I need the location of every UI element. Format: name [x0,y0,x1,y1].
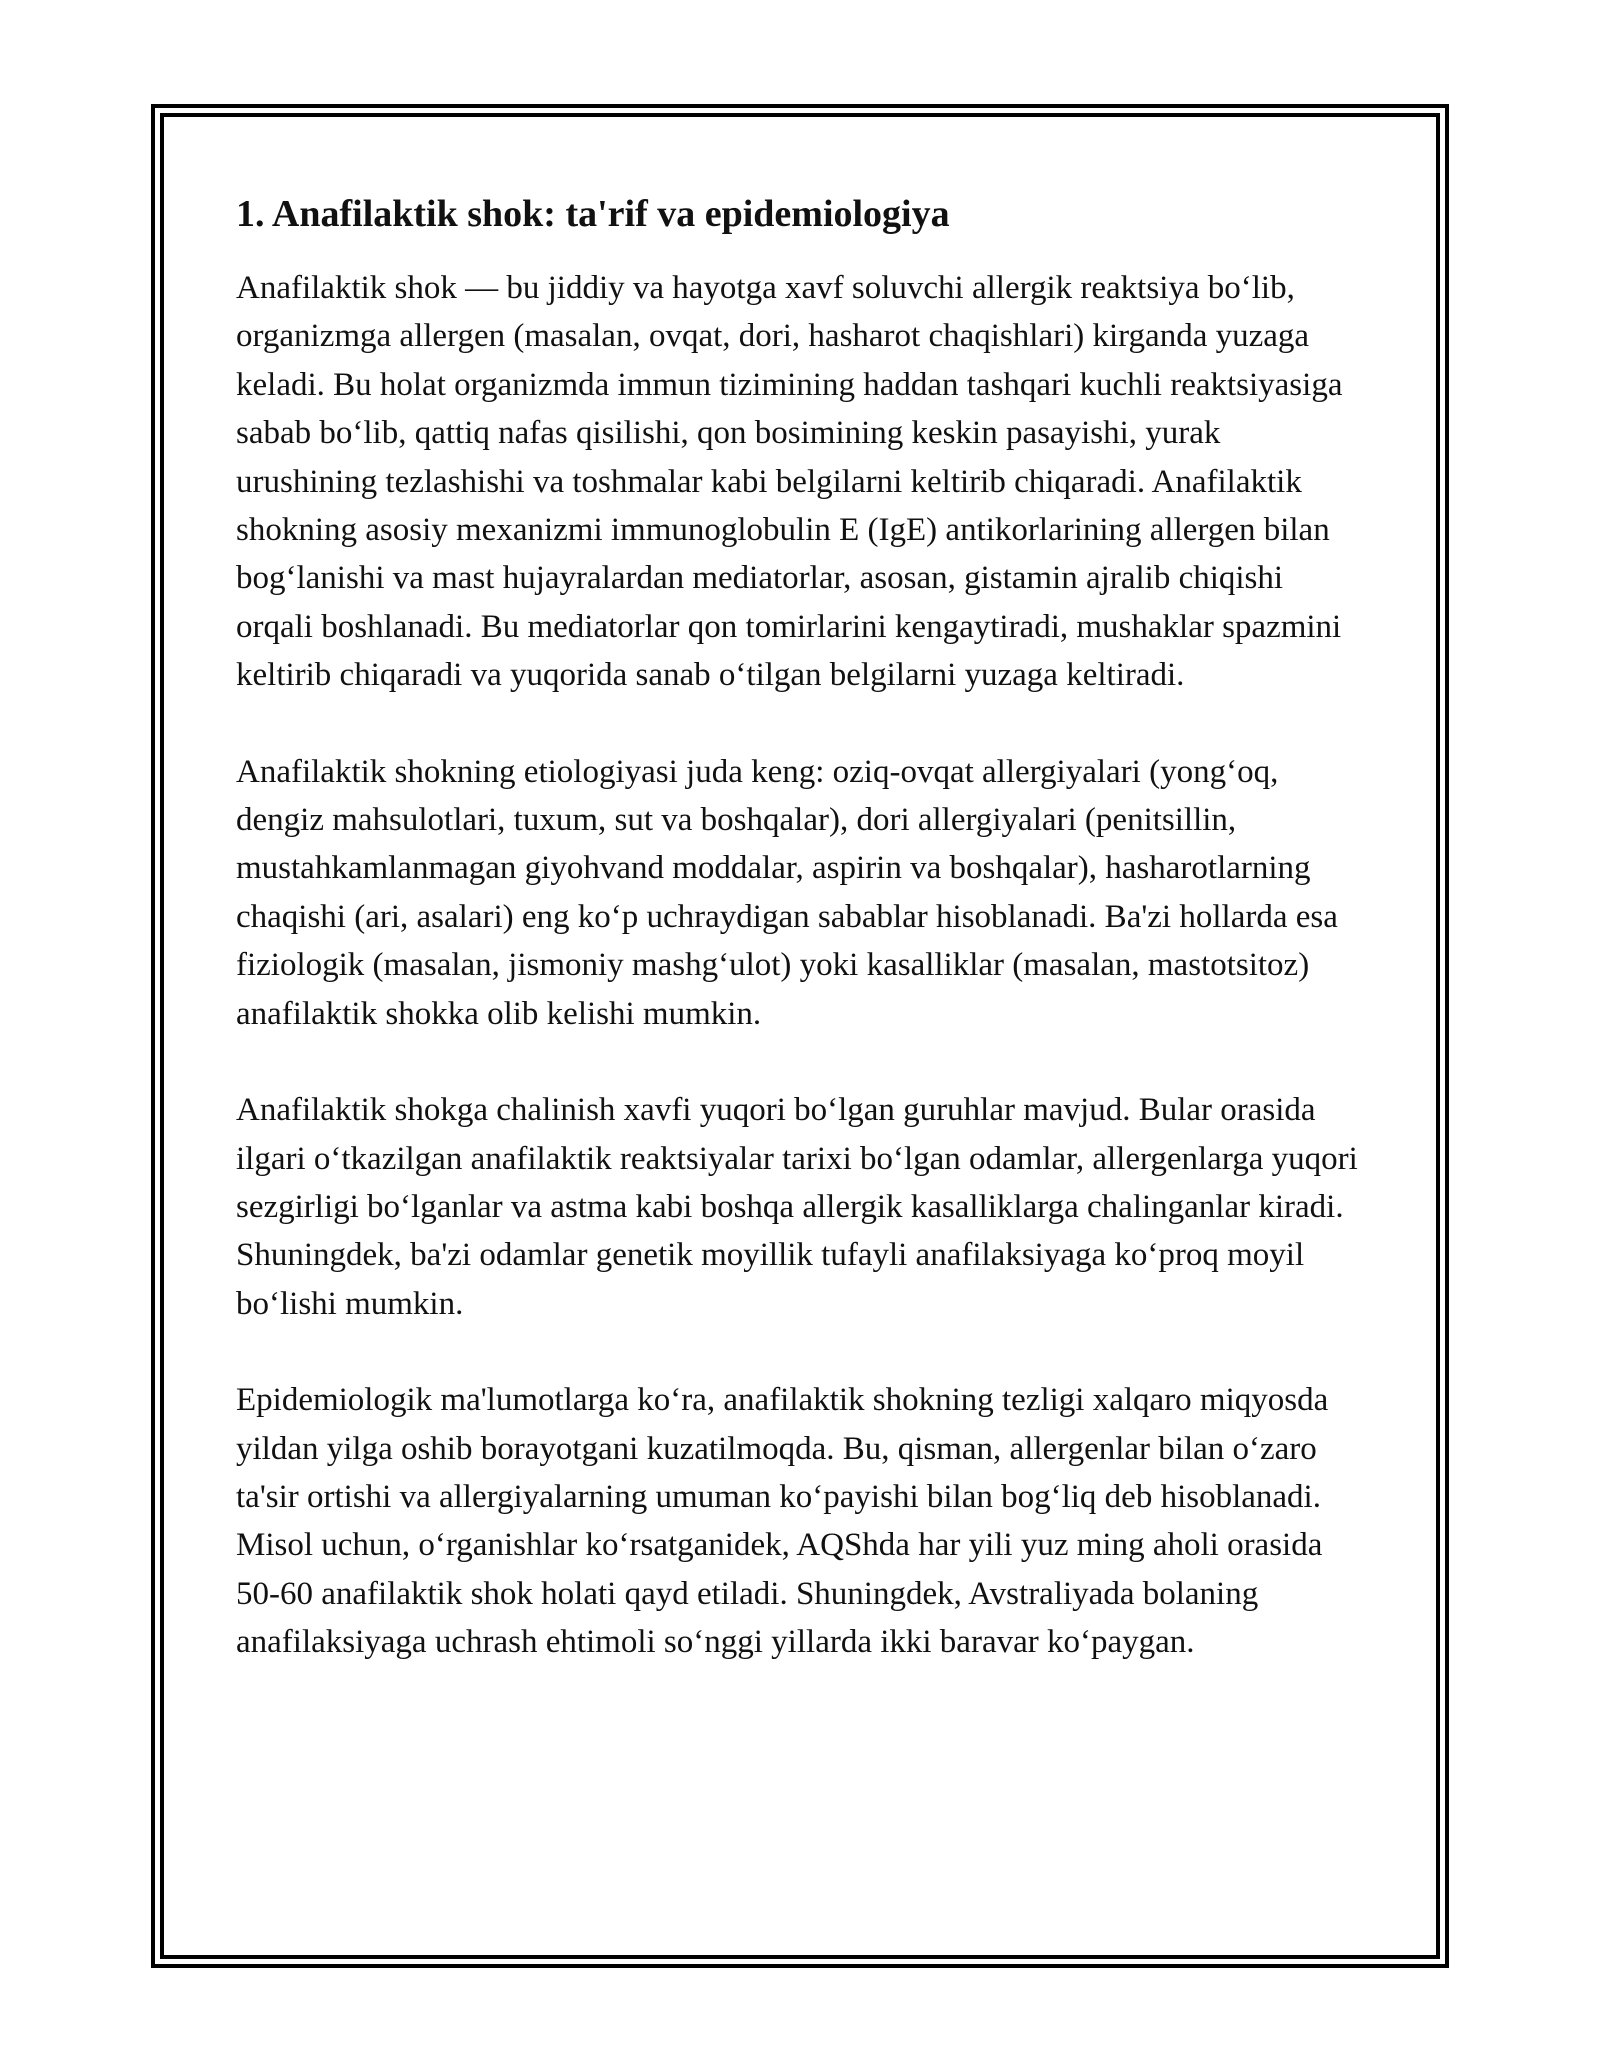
document-body [236,186,1361,1667]
paragraph-definition: Anafilaktik shok — bu jiddiy va hayotga xavf soluvchi allergik reaktsiya bo‘lib, organizmga allergen (masalan, ovqat, dori, hasharot chaqishlari) kirganda yuzaga keladi. Bu holat organizmda immun tizimining haddan tashqari kuchli reaktsiyasiga sabab bo‘lib, qattiq nafas qisilishi, qon bosimining keskin pasayishi, yurak urushining tezlashishi va toshmalar kabi belgilarni keltirib chiqaradi. Anafilaktik shokning asosiy mexanizmi immunoglobulin E (IgE) antikorlarining allergen bilan bog‘lanishi va mast hujayralardan mediatorlar, asosan, gistamin ajralib chiqishi orqali boshlanadi. Bu mediatorlar qon tomirlarini kengaytiradi, mushaklar spazmini keltirib chiqaradi va yuqorida sanab o‘tilgan belgilarni yuzaga keltiradi. [236,270,1343,694]
paragraph-etiology: Anafilaktik shokning etiologiyasi juda keng: oziq-ovqat allergiyalari (yong‘oq, dengiz mahsulotlari, tuxum, sut va boshqalar), dori allergiyalari (penitsillin, mustahkamlanmagan giyohvand moddalar, aspirin va boshqalar), hasharotlarning chaqishi (ari, asalari) eng ko‘p uchraydigan sabablar hisoblanadi. Ba'zi hollarda esa fiziologik (masalan, jismoniy mashg‘ulot) yoki kasalliklar (masalan, mastotsitoz) anafilaktik shokka olib kelishi mumkin. [236,753,1338,1032]
paragraph-epidemiology: Epidemiologik ma'lumotlarga ko‘ra, anafilaktik shokning tezligi xalqaro miqyosda yildan yilga oshib borayotgani kuzatilmoqda. Bu, qisman, allergenlar bilan o‘zaro ta'sir ortishi va allergiyalarning umuman ko‘payishi bilan bog‘liq deb hisoblanadi. Misol uchun, o‘rganishlar ko‘rsatganidek, AQShda har yili yuz ming aholi orasida 50-60 anafilaktik shok holati qayd etiladi. Shuningdek, Avstraliyada bolaning anafilaksiyaga uchrash ehtimoli so‘nggi yillarda ikki baravar ko‘paygan. [236,1382,1329,1661]
section-title: 1. Anafilaktik shok: ta'rif va epidemiologiya [236,193,950,235]
paragraph-risk-groups: Anafilaktik shokga chalinish xavfi yuqori bo‘lgan guruhlar mavjud. Bular orasida ilgari o‘tkazilgan anafilaktik reaktsiyalar tarixi bo‘lgan odamlar, allergenlarga yuqori sezgirligi bo‘lganlar va astma kabi boshqa allergik kasalliklarga chalinganlar kiradi. Shuningdek, ba'zi odamlar genetik moyillik tufayli anafilaksiyaga ko‘proq moyil bo‘lishi mumkin. [236,1092,1358,1322]
